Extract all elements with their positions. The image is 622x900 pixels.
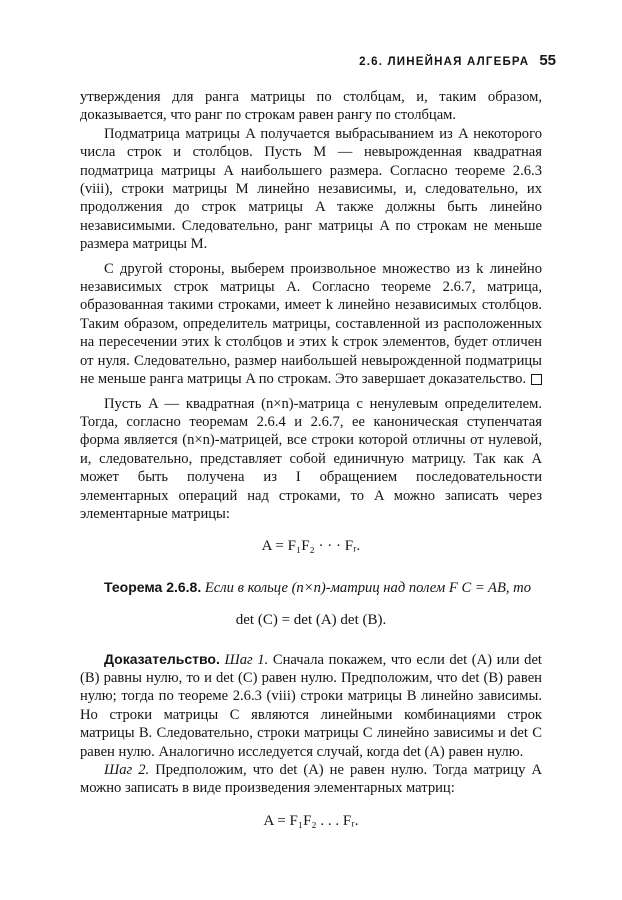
- formula-elementary-product: A = F₁F₂ · · · Fᵣ.: [261, 538, 361, 555]
- page-number: 55: [539, 52, 556, 69]
- paragraph-2: Подматрица матрицы A получается выбрасыванием из A некоторого числа строк и столбцов. Пусть M — невырожденная квадратная подматрица матрицы A наибольшего размера. Согласно теореме 2.6.3 (viii), строки матрицы M линейно независимы, и, следовательно, их продолжения до строк матрицы A также должны быть линейно независимыми. Следовательно, ранг матрицы A по строкам не меньше размера матрицы M.: [80, 125, 542, 253]
- paragraph-4: Пусть A — квадратная (n×n)-матрица с ненулевым определителем. Тогда, согласно теоремам 2.6.4 и 2.6.7, ее каноническая ступенчатая форма является (n×n)-матрицей, все строки которой отличны от нулевой, и, следовательно, представляет собой единичную матрицу. Так как A может быть получена из I обращением последовательности элементарных операций над строками, то A можно записать через элементарные матрицы:: [80, 395, 542, 522]
- step-2-text: Предположим, что det (A) не равен нулю. Тогда матрицу A можно записать в виде произведения элементарных матриц:: [80, 762, 542, 797]
- formula-det-product: det (C) = det (A) det (B).: [235, 612, 387, 629]
- section-title: 2.6. ЛИНЕЙНАЯ АЛГЕБРА: [359, 56, 530, 68]
- paragraph-1: утверждения для ранга матрицы по столбцам, и, таким образом, доказывается, что ранг по строкам равен рангу по столбцам.: [80, 89, 542, 124]
- theorem-2-6-8: [80, 578, 542, 597]
- theorem-statement: Если в кольце (n×n)-матриц над полем F C = AB, то: [204, 579, 532, 596]
- step-1-text: Сначала покажем, что если det (A) или det (B) равны нулю, то и det (C) равен нулю. Предположим, что det (B) равен нулю; тогда по теореме 2.6.3 (viii) строки матрицы B линейно зависимы. Но строки матрицы C являются линейными комбинациями строк матрицы B. Следовательно, строки матрицы C линейно зависимы и det C равен нулю. Аналогично исследуется случай, когда det (A) равен нулю.: [80, 651, 542, 760]
- formula-elementary-product-2: A = F₁F₂ . . . Fᵣ.: [263, 812, 359, 829]
- qed-square-icon: [531, 374, 542, 385]
- paragraph-3: [80, 260, 542, 389]
- theorem-label: Теорема 2.6.8.: [104, 578, 202, 595]
- paragraph-3-text: С другой стороны, выберем произвольное множество из k линейно независимых строк матрицы A. Согласно теореме 2.6.7, матрица, образованная такими строками, имеет k линейно независимых столбцов. Таким образом, определитель матрицы, составленной из расположенных на пересечении этих k столбцов и этих k строк элементов, будет отличен от нуля. Следовательно, размер наибольшей невырожденной подматрицы не меньше ранга матрицы A по строкам. Это завершает доказательство.: [80, 260, 542, 388]
- proof-step-1: [80, 650, 542, 761]
- running-header: [0, 52, 556, 70]
- proof-step-2: [80, 761, 542, 798]
- proof-label: Доказательство.: [104, 650, 220, 667]
- step-2-label: Шаг 2.: [104, 762, 150, 778]
- page-body: [80, 88, 542, 844]
- step-1-label: Шаг 1.: [224, 651, 269, 668]
